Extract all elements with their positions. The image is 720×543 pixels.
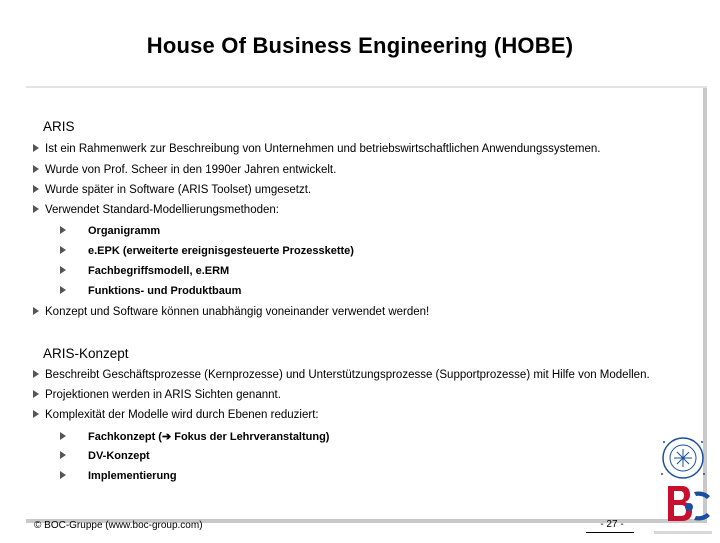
bullet-arrow-icon — [60, 246, 66, 254]
university-seal-icon — [650, 434, 716, 538]
section-heading-aris-konzept: ARIS-Konzept — [43, 346, 129, 361]
sub-list-item: Implementierung — [60, 470, 177, 482]
sub-list-item: Fachbegriffsmodell, e.ERM — [60, 265, 229, 277]
list-item: Projektionen werden in ARIS Sichten genannt. — [33, 389, 281, 401]
page-title: House Of Business Engineering (HOBE) — [146, 33, 574, 58]
bullet-arrow-icon — [60, 286, 66, 294]
page-number-underline — [586, 532, 634, 533]
bullet-arrow-icon — [33, 205, 39, 213]
bullet-arrow-icon — [33, 185, 39, 193]
sub-list-item: e.EPK (erweiterte ereignisgesteuerte Prozesskette) — [60, 245, 354, 257]
list-item: Verwendet Standard-Modellierungsmethoden: — [33, 204, 279, 216]
sub-list-item: Fachkonzept (➔ Fokus der Lehrveranstaltung) — [60, 430, 329, 443]
list-item: Wurde später in Software (ARIS Toolset) umgesetzt. — [33, 184, 311, 196]
list-item: Wurde von Prof. Scheer in den 1990er Jahren entwickelt. — [33, 164, 336, 176]
bullet-arrow-icon — [60, 451, 66, 459]
footer-copyright: © BOC-Gruppe (www.boc-group.com) — [34, 520, 203, 531]
list-item: Konzept und Software können unabhängig voneinander verwendet werden! — [33, 306, 429, 318]
content-frame-top-edge — [26, 86, 707, 88]
list-item: Ist ein Rahmenwerk zur Beschreibung von Unternehmen und betriebswirtschaftlichen Anwendungssystemen. — [33, 143, 601, 155]
sub-list-item: Organigramm — [60, 225, 160, 237]
bullet-arrow-icon — [33, 144, 39, 152]
page-number: - 27 - — [600, 519, 624, 530]
bullet-arrow-icon — [60, 226, 66, 234]
bullet-arrow-icon — [33, 307, 39, 315]
section-heading-aris: ARIS — [43, 119, 75, 134]
list-item: Beschreibt Geschäftsprozesse (Kernprozesse) und Unterstützungsprozesse (Supportprozesse) mit Hilfe von Modellen. — [33, 369, 650, 381]
bullet-arrow-icon — [33, 410, 39, 418]
sub-list-item: DV-Konzept — [60, 450, 150, 462]
bullet-arrow-icon — [60, 432, 66, 440]
sub-list-item: Funktions- und Produktbaum — [60, 285, 241, 297]
list-item: Komplexität der Modelle wird durch Ebenen reduziert: — [33, 409, 319, 421]
bullet-arrow-icon — [60, 266, 66, 274]
bullet-arrow-icon — [33, 165, 39, 173]
bullet-arrow-icon — [33, 390, 39, 398]
university-boc-logo — [650, 434, 716, 538]
bullet-arrow-icon — [33, 370, 39, 378]
bullet-arrow-icon — [60, 471, 66, 479]
boc-logo-icon — [668, 486, 710, 521]
